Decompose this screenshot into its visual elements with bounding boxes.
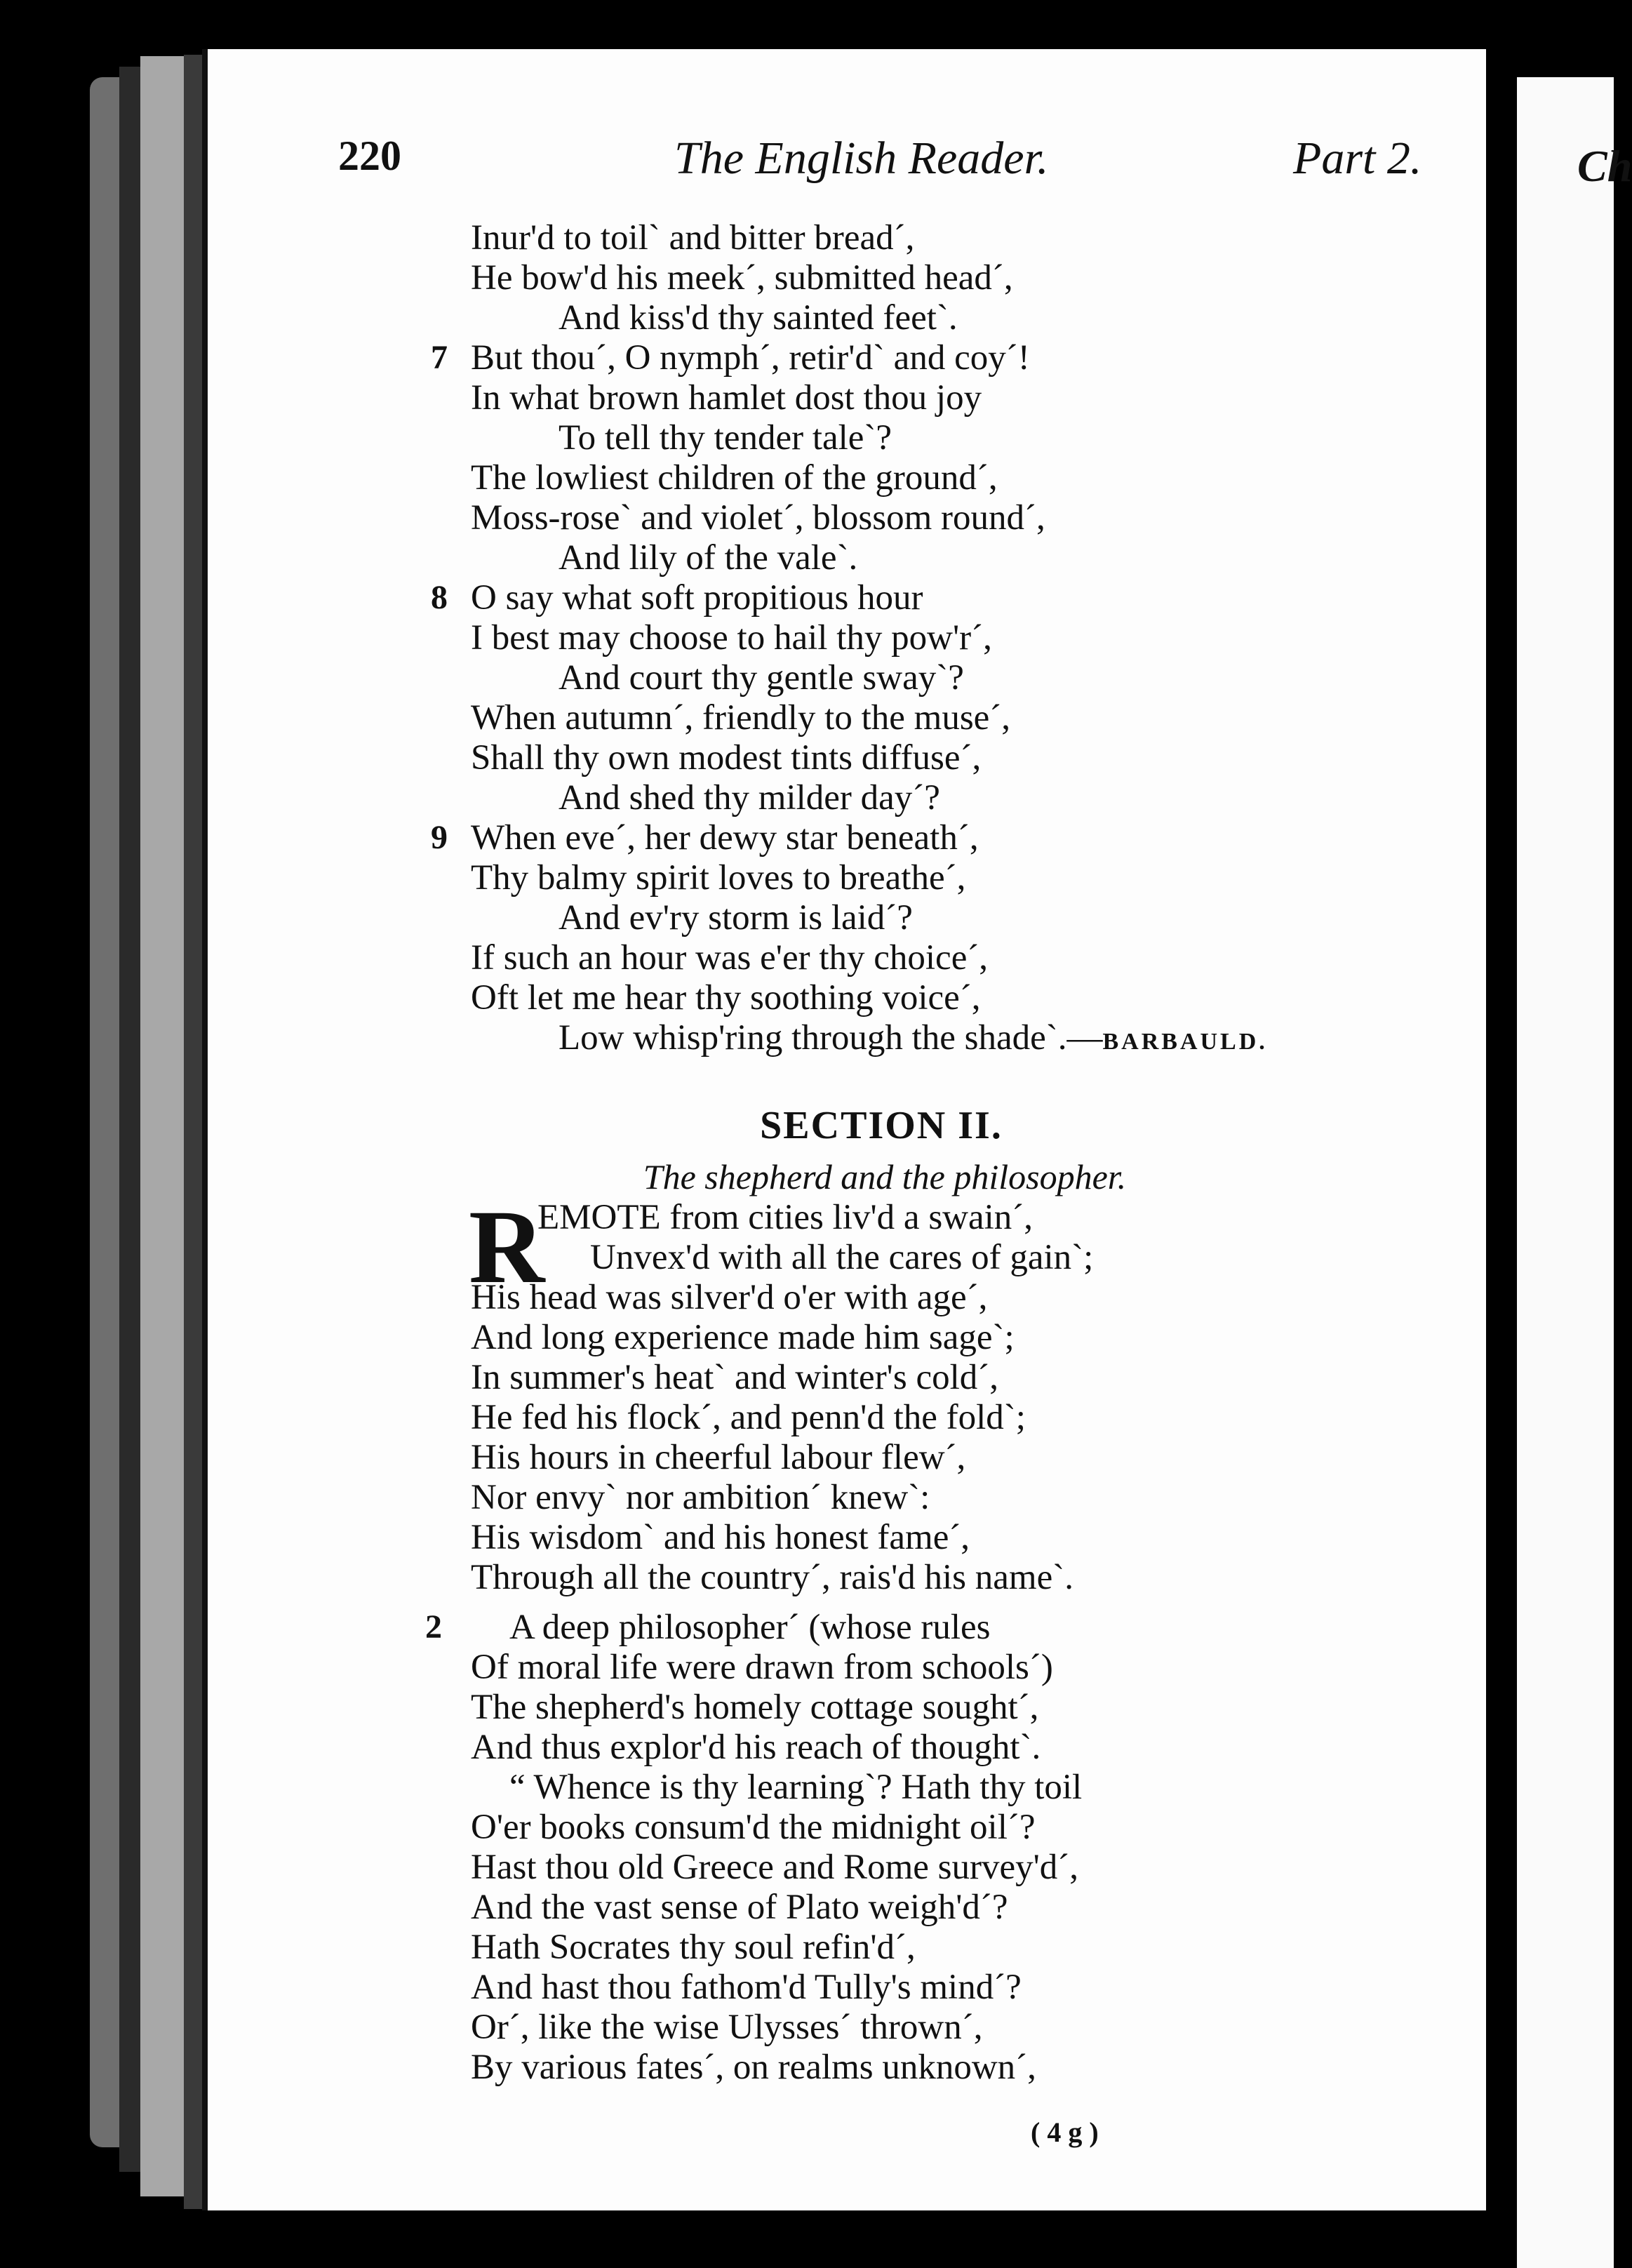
verse-line: Or´, like the wise Ulysses´ thrown´, <box>471 2008 983 2047</box>
verse-line: O say what soft propitious hour <box>471 578 923 618</box>
book-page <box>202 49 1506 2210</box>
verse-line: A deep philosopher´ (whose rules <box>509 1608 991 1647</box>
drop-cap: R <box>469 1189 545 1305</box>
verse-line: When autumn´, friendly to the muse´, <box>471 698 1011 738</box>
verse-line: And court thy gentle sway`? <box>559 658 964 698</box>
verse-line: But thou´, O nymph´, retir'd` and coy´! <box>471 338 1030 378</box>
verse-line: The lowliest children of the ground´, <box>471 458 998 498</box>
verse-line: In summer's heat` and winter's cold´, <box>471 1358 999 1397</box>
verse-line: And hast thou fathom'd Tully's mind´? <box>471 1968 1022 2007</box>
verse-line: To tell thy tender tale`? <box>559 418 892 458</box>
verse-line: If such an hour was e'er thy choice´, <box>471 938 989 978</box>
verse-line: And lily of the vale`. <box>559 538 858 578</box>
verse-line: His hours in cheerful labour flew´, <box>471 1438 966 1477</box>
section-subtitle: The shepherd and the philosopher. <box>643 1157 1127 1196</box>
poem-text <box>208 49 1506 2210</box>
part-label: Part 2. <box>1293 133 1422 184</box>
page-number: 220 <box>338 133 401 179</box>
signature-mark: ( 4 g ) <box>1031 2116 1099 2148</box>
verse-line: EMOTE from cities liv'd a swain´, <box>537 1198 1034 1237</box>
verse-number: 7 <box>431 339 448 376</box>
verse-line: I best may choose to hail thy pow'r´, <box>471 618 992 658</box>
verse-number: 9 <box>431 819 448 856</box>
verse-line: O'er books consum'd the midnight oil´? <box>471 1808 1036 1847</box>
verse-line: In what brown hamlet dost thou joy <box>471 378 982 418</box>
verse-line <box>559 1018 1268 1058</box>
verse-line: The shepherd's homely cottage sought´, <box>471 1688 1039 1727</box>
verse-line: Oft let me hear thy soothing voice´, <box>471 978 981 1018</box>
verse-line: Unvex'd with all the cares of gain`; <box>590 1238 1094 1277</box>
verse-line: His head was silver'd o'er with age´, <box>471 1278 988 1317</box>
verse-line: Of moral life were drawn from schools´) <box>471 1648 1053 1687</box>
page-gutter <box>1486 0 1517 2268</box>
verse-number: 2 <box>425 1608 442 1646</box>
verse-line: Inur'd to toil` and bitter bread´, <box>471 218 915 258</box>
verse-number: 8 <box>431 579 448 616</box>
verse-line: Hath Socrates thy soul refin'd´, <box>471 1928 916 1967</box>
verse-line: And thus explor'd his reach of thought`. <box>471 1728 1041 1767</box>
facing-page-edge <box>1517 77 1632 2268</box>
verse-line: Nor envy` nor ambition´ knew`: <box>471 1478 930 1517</box>
verse-line: When eve´, her dewy star beneath´, <box>471 818 979 858</box>
facing-page-header-fragment: Ch <box>1577 141 1632 191</box>
verse-line: Thy balmy spirit loves to breathe´, <box>471 858 966 898</box>
verse-line: And the vast sense of Plato weigh'd´? <box>471 1888 1008 1927</box>
verse-line: His wisdom` and his honest fame´, <box>471 1518 970 1557</box>
author-credit: BARBAULD. <box>1102 1029 1268 1055</box>
verse-line: He bow'd his meek´, submitted head´, <box>471 258 1013 298</box>
verse-line: Shall thy own modest tints diffuse´, <box>471 738 982 778</box>
verse-line: And kiss'd thy sainted feet`. <box>559 298 958 338</box>
verse-line: And long experience made him sage`; <box>471 1318 1015 1357</box>
verse-line: He fed his flock´, and penn'd the fold`; <box>471 1398 1026 1437</box>
verse-line: “ Whence is thy learning`? Hath thy toil <box>509 1768 1083 1807</box>
verse-line: By various fates´, on realms unknown´, <box>471 2048 1036 2087</box>
section-title: SECTION II. <box>760 1104 1003 1147</box>
verse-line: Moss-rose` and violet´, blossom round´, <box>471 498 1045 538</box>
verse-line: And shed thy milder day´? <box>559 778 940 818</box>
running-title: The English Reader. <box>674 133 1049 184</box>
verse-line: Through all the country´, rais'd his name`. <box>471 1558 1073 1597</box>
verse-line: And ev'ry storm is laid´? <box>559 898 913 938</box>
verse-line: Hast thou old Greece and Rome survey'd´, <box>471 1848 1079 1887</box>
verse-line-text: Low whisp'ring through the shade`.— <box>559 1018 1103 1058</box>
